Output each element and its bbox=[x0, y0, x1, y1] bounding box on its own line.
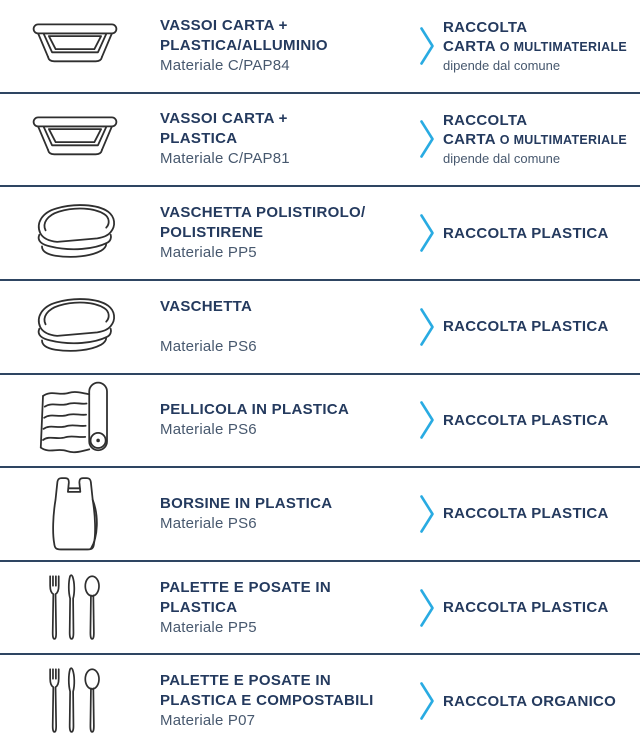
cutlery-icon bbox=[45, 571, 105, 645]
item-title: PELLICOLA IN PLASTICA bbox=[160, 401, 350, 419]
item-description bbox=[150, 203, 414, 263]
film-roll-icon bbox=[35, 377, 115, 463]
chevron-right-icon bbox=[419, 213, 435, 253]
item-icon-cell bbox=[0, 18, 150, 74]
item-icon-cell bbox=[0, 664, 150, 738]
item-description bbox=[150, 109, 414, 169]
table-row bbox=[0, 281, 640, 375]
item-description bbox=[150, 578, 414, 638]
item-description bbox=[150, 16, 414, 76]
item-material: Materiale PS6 bbox=[160, 421, 257, 439]
item-icon-cell bbox=[0, 111, 150, 167]
clamshell-box-icon bbox=[28, 294, 122, 360]
item-description bbox=[150, 400, 414, 440]
item-icon-cell bbox=[0, 200, 150, 266]
clamshell-box-icon bbox=[28, 200, 122, 266]
item-icon-cell bbox=[0, 377, 150, 463]
item-icon-cell bbox=[0, 294, 150, 360]
item-description bbox=[150, 297, 414, 357]
collection-note: dipende dal comune bbox=[443, 57, 561, 73]
table-row bbox=[0, 187, 640, 281]
tray-icon bbox=[30, 18, 120, 74]
cutlery-icon bbox=[45, 664, 105, 738]
item-material: Materiale P07 bbox=[160, 712, 256, 730]
collection-result: RACCOLTA CARTA O MULTIMATERIALE dipende dal comune bbox=[440, 18, 640, 74]
item-material: Materiale C/PAP81 bbox=[160, 150, 290, 168]
table-row bbox=[0, 375, 640, 469]
item-material: Materiale C/PAP84 bbox=[160, 56, 290, 74]
collection-result: RACCOLTA ORGANICO bbox=[443, 692, 617, 710]
item-title: BORSINE IN PLASTICA bbox=[160, 494, 333, 512]
chevron-right-icon bbox=[419, 307, 435, 347]
item-material: Materiale PS6 bbox=[160, 514, 257, 532]
chevron-right-icon bbox=[419, 119, 435, 159]
chevron-right-icon bbox=[419, 681, 435, 721]
collection-result: RACCOLTA PLASTICA bbox=[443, 599, 609, 617]
collection-result: RACCOLTA PLASTICA bbox=[443, 318, 609, 336]
chevron-right-icon bbox=[419, 26, 435, 66]
chevron-right-icon bbox=[419, 400, 435, 440]
table-row bbox=[0, 562, 640, 656]
item-title: PALETTE E POSATE IN PLASTICA E COMPOSTABILI bbox=[160, 672, 374, 710]
plastic-bag-icon bbox=[44, 473, 106, 555]
item-title: PALETTE E POSATE IN PLASTICA bbox=[160, 578, 331, 616]
table-row bbox=[0, 468, 640, 562]
item-title: VASCHETTA POLISTIROLO/ POLISTIRENE bbox=[160, 204, 366, 242]
collection-result: RACCOLTA CARTA O MULTIMATERIALE dipende dal comune bbox=[440, 111, 640, 167]
item-material: Materiale PS6 bbox=[160, 337, 257, 355]
item-icon-cell bbox=[0, 571, 150, 645]
collection-result: RACCOLTA PLASTICA bbox=[443, 411, 609, 429]
table-row bbox=[0, 0, 640, 94]
item-icon-cell bbox=[0, 473, 150, 555]
item-title: VASCHETTA bbox=[160, 297, 253, 315]
item-title: VASSOI CARTA + PLASTICA bbox=[160, 110, 288, 148]
collection-result: RACCOLTA PLASTICA bbox=[443, 224, 609, 242]
table-row bbox=[0, 94, 640, 188]
chevron-right-icon bbox=[419, 588, 435, 628]
collection-result: RACCOLTA PLASTICA bbox=[443, 505, 609, 523]
item-description bbox=[150, 671, 414, 731]
collection-note: dipende dal comune bbox=[443, 151, 561, 167]
chevron-right-icon bbox=[419, 494, 435, 534]
item-material: Materiale PP5 bbox=[160, 618, 257, 636]
item-material: Materiale PP5 bbox=[160, 244, 257, 262]
item-title: VASSOI CARTA + PLASTICA/ALLUMINIO bbox=[160, 16, 328, 54]
tray-icon bbox=[30, 111, 120, 167]
table-row bbox=[0, 655, 640, 747]
item-description bbox=[150, 494, 414, 534]
